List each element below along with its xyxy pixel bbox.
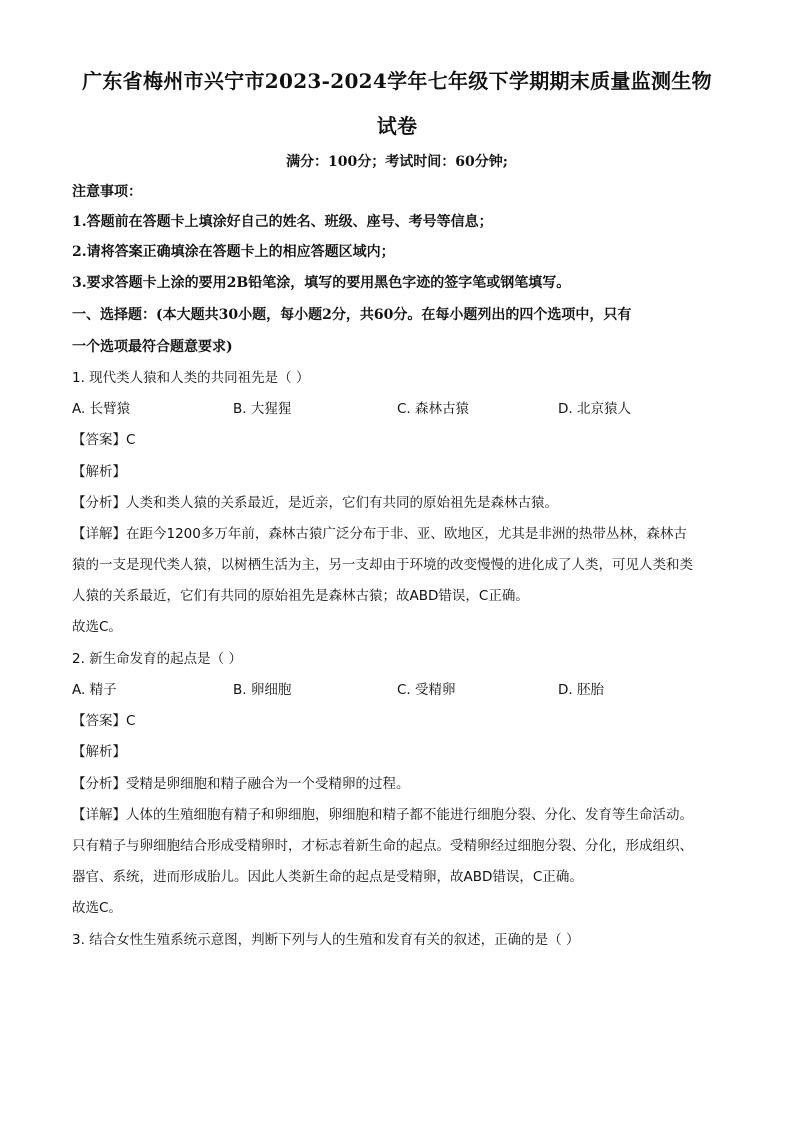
final-choice: 故选C。 xyxy=(72,619,122,635)
section-heading: 一、选择题：(本大题共30小题，每小题2分，共60分。在每小题列出的四个选项中，只有 xyxy=(72,307,632,323)
notice-heading: 注意事项： xyxy=(72,184,142,200)
page-title: 广东省梅州市兴宁市2023-2024学年七年级下学期期末质量监测生物 xyxy=(82,69,712,93)
section-heading-continued: 一个选项最符合题意要求) xyxy=(72,339,233,355)
option-b: B. 卵细胞 xyxy=(233,682,292,698)
analysis-label: 【解析】 xyxy=(72,744,126,760)
notice-item: 2.请将答案正确填涂在答题卡上的相应答题区域内； xyxy=(72,244,395,260)
question-stem: 3. 结合女性生殖系统示意图，判断下列与人的生殖和发育有关的叙述，正确的是（ ） xyxy=(72,932,580,948)
analysis-detail-line: 【详解】人体的生殖细胞有精子和卵细胞，卵细胞和精子都不能进行细胞分裂、分化、发育等生命活动。 xyxy=(72,807,693,823)
question-stem: 2. 新生命发育的起点是（ ） xyxy=(72,651,242,667)
option-c: C. 受精卵 xyxy=(397,682,456,698)
exam-meta: 满分：100分；考试时间：60分钟; xyxy=(286,154,508,170)
analysis-label: 【解析】 xyxy=(72,464,126,480)
analysis-detail-line: 【详解】在距今1200多万年前，森林古猿广泛分布于非、亚、欧地区，尤其是非洲的热带丛林，森林古 xyxy=(72,526,687,542)
option-c: C. 森林古猿 xyxy=(397,401,470,417)
question-stem: 1. 现代类人猿和人类的共同祖先是（ ） xyxy=(72,370,310,386)
option-a: A. 长臂猿 xyxy=(72,401,131,417)
final-choice: 故选C。 xyxy=(72,900,122,916)
analysis-fenxi: 【分析】人类和类人猿的关系最近，是近亲，它们有共同的原始祖先是森林古猿。 xyxy=(72,495,558,511)
analysis-detail-line: 只有精子与卵细胞结合形成受精卵时，才标志着新生命的起点。受精卵经过细胞分裂、分化，形成组织、 xyxy=(72,838,693,854)
option-a: A. 精子 xyxy=(72,682,117,698)
option-d: D. 胚胎 xyxy=(558,682,604,698)
analysis-detail-line: 猿的一支是现代类人猿，以树栖生活为主，另一支却由于环境的改变慢慢的进化成了人类，可见人类和类 xyxy=(72,557,693,573)
analysis-fenxi: 【分析】受精是卵细胞和精子融合为一个受精卵的过程。 xyxy=(72,776,410,792)
notice-item: 1.答题前在答题卡上填涂好自己的姓名、班级、座号、考号等信息； xyxy=(72,214,493,230)
answer-label: 【答案】C xyxy=(72,713,136,729)
answer-label: 【答案】C xyxy=(72,432,136,448)
option-b: B. 大猩猩 xyxy=(233,401,292,417)
option-d: D. 北京猿人 xyxy=(558,401,631,417)
notice-item: 3.要求答题卡上涂的要用2B铅笔涂，填写的要用黑色字迹的签字笔或钢笔填写。 xyxy=(72,275,571,291)
analysis-detail-line: 人猿的关系最近，它们有共同的原始祖先是森林古猿；故ABD错误，C正确。 xyxy=(72,588,529,604)
analysis-detail-line: 器官、系统，进而形成胎儿。因此人类新生命的起点是受精卵，故ABD错误，C正确。 xyxy=(72,869,583,885)
page-title-continued: 试卷 xyxy=(376,114,418,138)
